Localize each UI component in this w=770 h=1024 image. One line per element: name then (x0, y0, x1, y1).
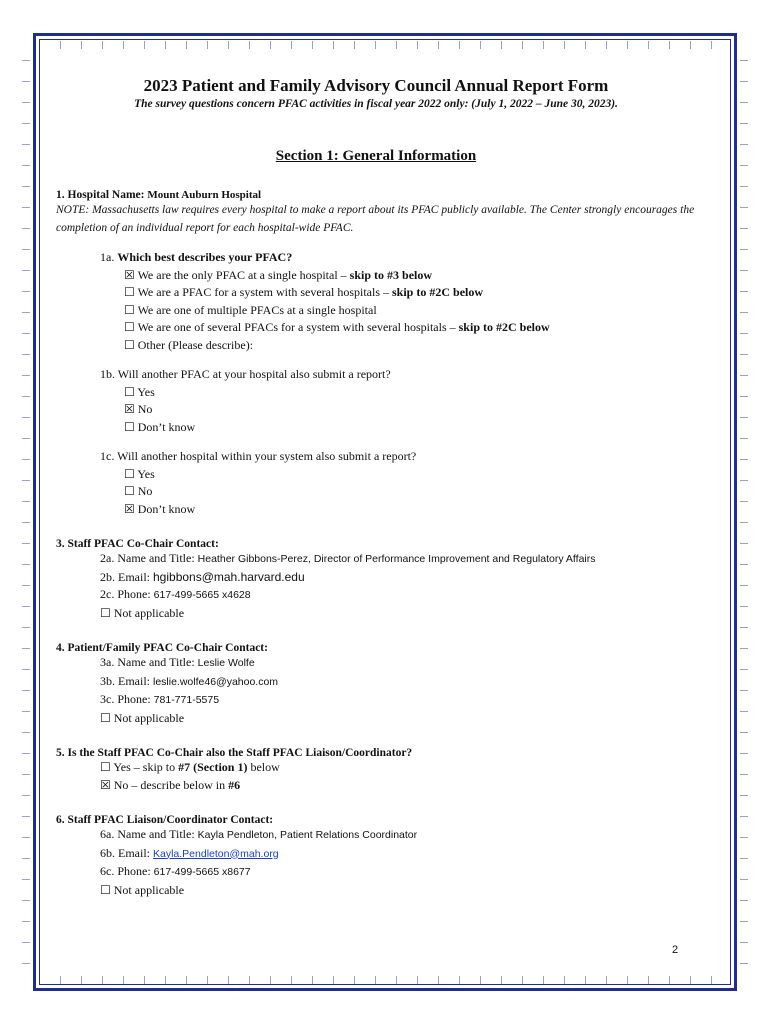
option-text: We are one of multiple PFACs at a single hospital (137, 302, 377, 317)
checkbox[interactable]: ☒ (124, 501, 135, 516)
checkbox[interactable]: ☐ (100, 710, 111, 725)
skip-instruction: skip to #3 below (349, 267, 433, 282)
q1c-option[interactable] (124, 501, 696, 519)
question-patient-cochair: 4. Patient/Family PFAC Co-Chair Contact: (56, 642, 268, 654)
staff-cochair-name-field[interactable]: Heather Gibbons-Perez, Director of Performance Improvement and Regulatory Affairs (197, 553, 596, 565)
q1c-option[interactable] (124, 483, 696, 501)
q1a-option[interactable] (124, 337, 696, 355)
page-number: 2 (672, 944, 679, 956)
option-text: Other (Please describe): (137, 337, 254, 352)
hospital-name-label: 1. Hospital Name: (56, 189, 145, 201)
liaison-email-link[interactable]: Kayla.Pendleton@mah.org (153, 847, 279, 860)
document-body (56, 70, 696, 899)
checkbox[interactable]: ☒ (100, 777, 111, 792)
q1b-option[interactable] (124, 384, 696, 402)
q1a-label: Which best describes your PFAC? (117, 250, 293, 264)
field-label: 3b. Email: (100, 673, 150, 688)
checkbox[interactable]: ☐ (100, 605, 111, 620)
option-text: No – describe below in (113, 777, 229, 792)
border-ticks-bottom (40, 976, 730, 984)
checkbox[interactable]: ☐ (124, 419, 135, 434)
patient-cochair-na[interactable] (100, 710, 696, 728)
skip-instruction: #6 (228, 777, 241, 792)
checkbox[interactable]: ☐ (124, 484, 135, 498)
option-text: Yes (137, 466, 155, 481)
skip-instruction: skip to #2C below (392, 285, 484, 299)
field-label: 2c. Phone: (100, 587, 151, 601)
option-text: Don’t know (137, 419, 196, 434)
staff-cochair-name-row (100, 550, 696, 569)
liaison-phone-row (100, 863, 696, 882)
q1c-option[interactable] (124, 466, 696, 484)
liaison-name-field[interactable]: Kayla Pendleton, Patient Relations Coordinator (197, 829, 418, 841)
patient-cochair-phone-field[interactable]: 781-771-5575 (153, 694, 220, 706)
field-label: 3c. Phone: (100, 692, 151, 706)
question-1a (100, 249, 696, 267)
checkbox[interactable]: ☐ (124, 285, 135, 299)
checkbox[interactable]: ☒ (124, 267, 135, 282)
q1a-option[interactable] (124, 302, 696, 320)
question-liaison-contact: 6. Staff PFAC Liaison/Coordinator Contact: (56, 814, 274, 826)
q5-option-no[interactable] (100, 777, 696, 795)
skip-instruction: skip to #2C below (458, 320, 550, 334)
hospital-name-value[interactable]: Mount Auburn Hospital (147, 189, 262, 201)
question-1b: 1b. Will another PFAC at your hospital also submit a report? (100, 367, 391, 381)
form-title: 2023 Patient and Family Advisory Council Annual Report Form (143, 76, 609, 95)
skip-instruction: #7 (Section 1) (178, 760, 248, 774)
q1b-option[interactable] (124, 419, 696, 437)
option-text: Don’t know (137, 501, 196, 516)
liaison-na[interactable] (100, 882, 696, 900)
option-text: Not applicable (113, 710, 185, 725)
staff-cochair-email-row (100, 569, 696, 587)
staff-cochair-phone-row (100, 586, 696, 605)
patient-cochair-email-row (100, 673, 696, 692)
checkbox[interactable]: ☐ (124, 320, 135, 334)
field-label: 6b. Email: (100, 845, 150, 860)
q1a-option[interactable] (124, 319, 696, 337)
field-label: 2b. Email: (100, 569, 150, 584)
border-ticks-right (740, 40, 748, 984)
q1b-option[interactable] (124, 401, 696, 419)
section-heading: Section 1: General Information (275, 148, 477, 164)
staff-cochair-phone-field[interactable]: 617-499-5665 x4628 (153, 589, 251, 601)
liaison-phone-field[interactable]: 617-499-5665 x8677 (153, 866, 251, 878)
option-text: No (137, 402, 153, 416)
patient-cochair-phone-row (100, 691, 696, 710)
question-hospital-name (56, 189, 696, 201)
option-text: Yes – skip to (113, 760, 179, 774)
border-ticks-top (40, 41, 730, 49)
option-text: Not applicable (113, 605, 185, 620)
q1a-option[interactable] (124, 267, 696, 285)
option-text: No (137, 484, 153, 498)
checkbox[interactable]: ☐ (124, 302, 135, 317)
question-1c: 1c. Will another hospital within your system also submit a report? (100, 449, 417, 463)
checkbox[interactable]: ☐ (124, 384, 135, 399)
q1a-prefix: 1a. (100, 250, 118, 264)
q5-option-yes[interactable] (100, 759, 696, 777)
staff-cochair-email-field[interactable]: hgibbons@mah.harvard.edu (153, 569, 305, 584)
checkbox[interactable]: ☐ (100, 760, 111, 774)
field-label: 6c. Phone: (100, 864, 151, 878)
staff-cochair-na[interactable] (100, 605, 696, 623)
option-text: We are one of several PFACs for a system with several hospitals – (137, 320, 459, 334)
option-text: Yes (137, 384, 155, 399)
border-ticks-left (22, 40, 30, 984)
checkbox[interactable]: ☒ (124, 402, 135, 416)
hospital-note: NOTE: Massachusetts law requires every hospital to make a report about its PFAC publicly available. The Center strongly encourages the completion of an individual report for each hospital-wide PFAC. (56, 204, 695, 234)
field-label: 6a. Name and Title: (100, 827, 195, 841)
option-text: We are a PFAC for a system with several hospitals – (137, 285, 392, 299)
field-label: 3a. Name and Title: (100, 655, 195, 669)
question-staff-cochair: 3. Staff PFAC Co-Chair Contact: (56, 538, 219, 550)
option-text-tail: below (247, 760, 280, 774)
patient-cochair-email-field[interactable]: leslie.wolfe46@yahoo.com (153, 675, 279, 688)
field-label: 2a. Name and Title: (100, 551, 195, 565)
q1a-option[interactable] (124, 284, 696, 302)
checkbox[interactable]: ☐ (124, 337, 135, 352)
patient-cochair-name-row (100, 654, 696, 673)
patient-cochair-name-field[interactable]: Leslie Wolfe (197, 657, 255, 669)
liaison-name-row (100, 826, 696, 845)
checkbox[interactable]: ☐ (124, 466, 135, 481)
question-cochair-liaison: 5. Is the Staff PFAC Co-Chair also the Staff PFAC Liaison/Coordinator? (56, 747, 413, 759)
option-text: Not applicable (113, 882, 185, 897)
form-subtitle: The survey questions concern PFAC activities in fiscal year 2022 only: (July 1, 2022 – June 30, 2023). (134, 98, 618, 110)
checkbox[interactable]: ☐ (100, 882, 111, 897)
liaison-email-row (100, 845, 696, 864)
option-text: We are the only PFAC at a single hospital – (137, 267, 350, 282)
